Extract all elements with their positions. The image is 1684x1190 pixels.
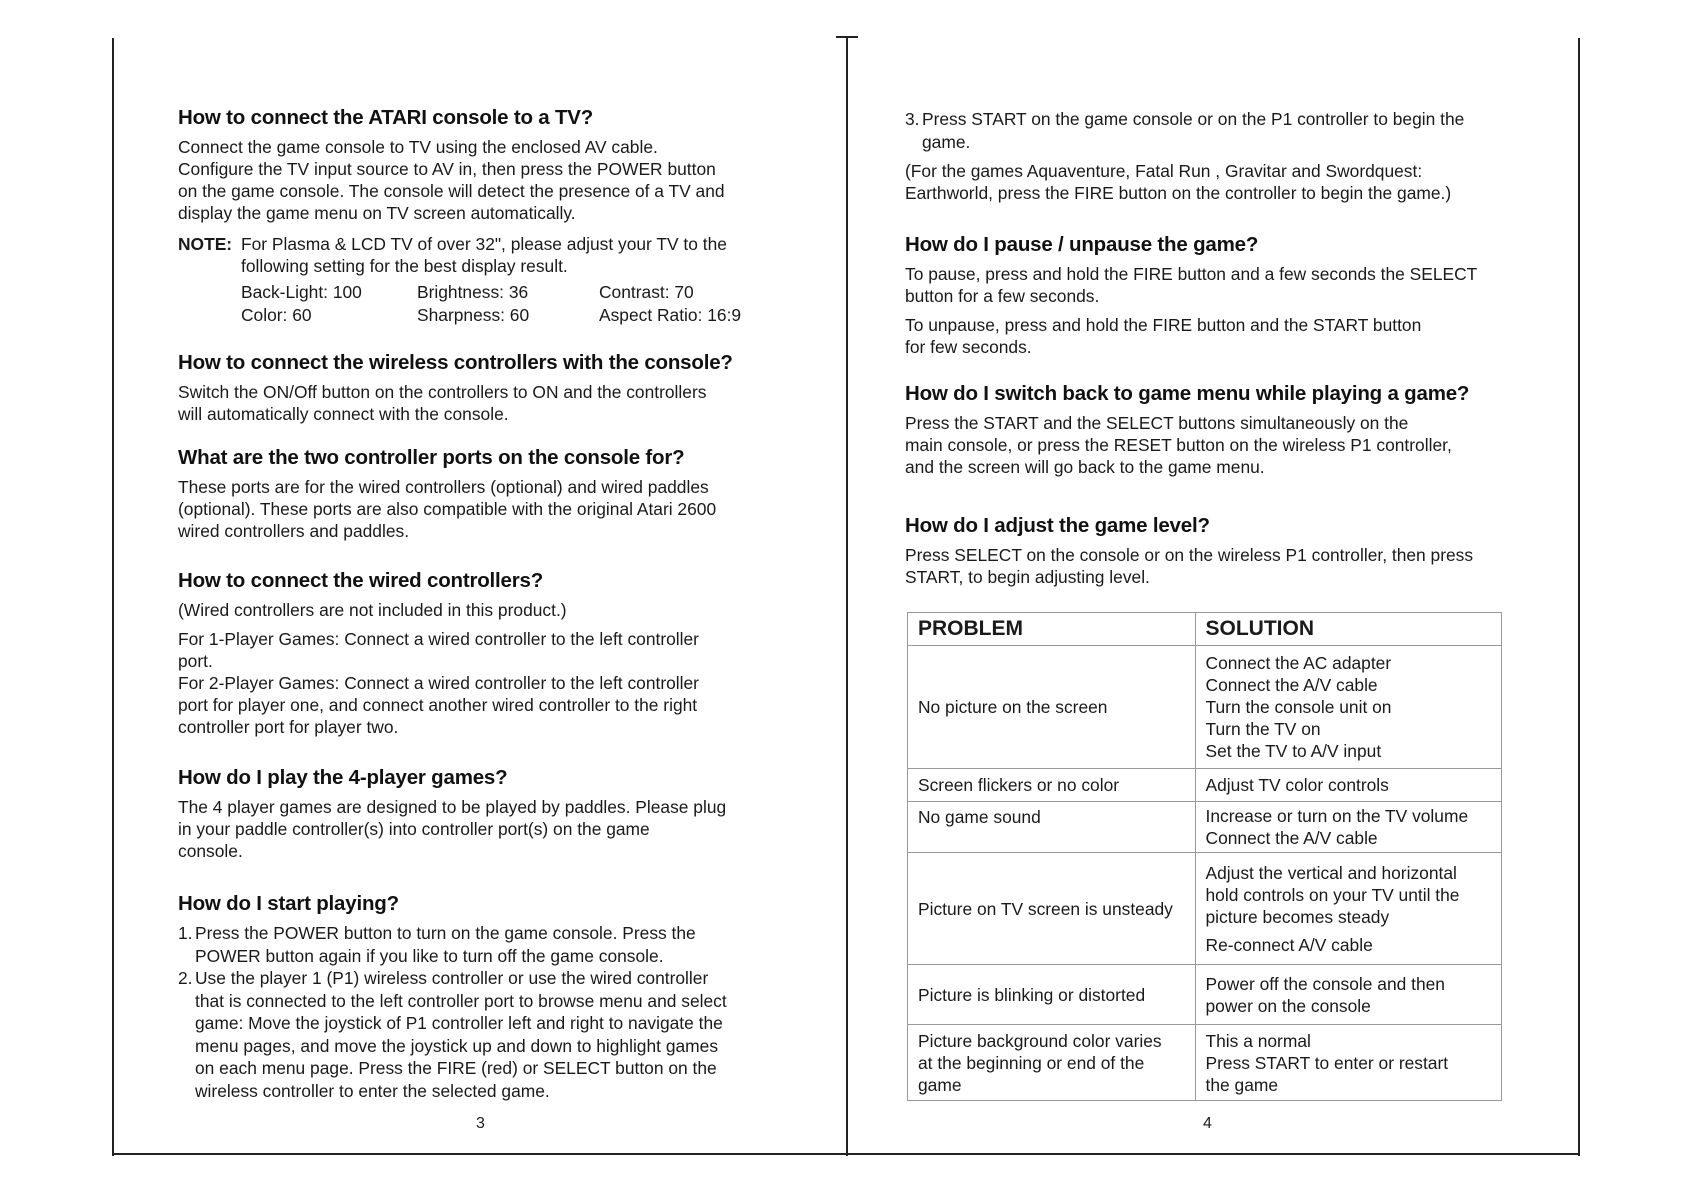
troubleshooting-table <box>907 612 1502 1101</box>
page-number: 4 <box>1203 1115 1212 1132</box>
table-row <box>908 965 1502 1025</box>
step-3 <box>905 108 1505 204</box>
body-line: wired controllers and paddles. <box>178 521 410 541</box>
body-line: (For the games Aquaventure, Fatal Run , Gravitar and Swordquest: <box>905 161 1423 181</box>
body-line: button for a few seconds. <box>905 286 1100 306</box>
setting-color: Color: 60 <box>241 305 312 325</box>
note-line: For Plasma & LCD TV of over 32", please adjust your TV to the <box>241 234 727 254</box>
section-heading: What are the two controller ports on the console for? <box>178 446 685 469</box>
problem-cell: No game sound <box>908 802 1196 853</box>
body-line: port for player one, and connect another wired controller to the right <box>178 695 698 715</box>
table-row <box>908 802 1502 853</box>
section-heading: How to connect the ATARI console to a TV? <box>178 106 594 129</box>
steps-list <box>905 108 1505 153</box>
body-line: Connect the game console to TV using the enclosed AV cable. <box>178 137 658 157</box>
body-line: will automatically connect with the console. <box>178 404 509 424</box>
page-number: 3 <box>476 1115 485 1132</box>
section-heading: How do I start playing? <box>178 892 399 915</box>
section-wireless-controllers <box>178 351 778 425</box>
body-line: To pause, press and hold the FIRE button and a few seconds the SELECT <box>905 264 1478 284</box>
body-line: in your paddle controller(s) into controller port(s) on the game <box>178 819 650 839</box>
column-header-problem: PROBLEM <box>908 613 1196 646</box>
solution-cell: Increase or turn on the TV volume Connect the A/V cable <box>1195 802 1501 853</box>
body-line: The 4 player games are designed to be played by paddles. Please plug <box>178 797 727 817</box>
setting-sharpness: Sharpness: 60 <box>417 305 530 325</box>
section-switch-back <box>905 382 1505 478</box>
body-line: main console, or press the RESET button on the wireless P1 controller, <box>905 435 1452 455</box>
section-heading: How do I adjust the game level? <box>905 514 1210 537</box>
section-wired-controllers <box>178 569 778 738</box>
body-line: (optional). These ports are also compatible with the original Atari 2600 <box>178 499 717 519</box>
setting-brightness: Brightness: 36 <box>417 282 529 302</box>
right-border-line <box>1578 38 1580 1156</box>
solution-cell: Adjust TV color controls <box>1195 769 1501 802</box>
body-line: display the game menu on TV screen automatically. <box>178 203 576 223</box>
body-line: (Wired controllers are not included in this product.) <box>178 600 567 620</box>
body-line: To unpause, press and hold the FIRE button and the START button <box>905 315 1422 335</box>
problem-cell: Picture background color varies at the beginning or end of the game <box>908 1025 1196 1101</box>
table-row <box>908 1025 1502 1101</box>
section-heading: How to connect the wireless controllers with the console? <box>178 351 733 374</box>
body-line: on the game console. The console will detect the presence of a TV and <box>178 181 725 201</box>
display-settings <box>241 281 778 327</box>
solution-cell: This a normal Press START to enter or restart the game <box>1195 1025 1501 1101</box>
left-border-line <box>112 38 114 1156</box>
list-item: 1. Press the POWER button to turn on the game console. Press the POWER button again if you like to turn off the game console. <box>178 923 696 966</box>
section-start-playing <box>178 892 778 1102</box>
table-header-row <box>908 613 1502 646</box>
body-line: Earthworld, press the FIRE button on the controller to begin the game.) <box>905 183 1452 203</box>
section-heading: How do I play the 4-player games? <box>178 766 508 789</box>
solution-cell: Power off the console and then power on the console <box>1195 965 1501 1025</box>
section-game-level <box>905 514 1505 588</box>
bottom-border-line <box>112 1153 1580 1155</box>
problem-cell: No picture on the screen <box>908 646 1196 769</box>
section-heading: How to connect the wired controllers? <box>178 569 544 592</box>
setting-backlight: Back-Light: 100 <box>241 282 362 302</box>
note-line: following setting for the best display result. <box>241 256 568 276</box>
section-controller-ports <box>178 446 778 542</box>
body-line: Switch the ON/Off button on the controllers to ON and the controllers <box>178 382 707 402</box>
setting-contrast: Contrast: 70 <box>599 282 694 302</box>
body-line: and the screen will go back to the game menu. <box>905 457 1265 477</box>
body-line: These ports are for the wired controllers (optional) and wired paddles <box>178 477 709 497</box>
list-item: 2. Use the player 1 (P1) wireless controller or use the wired controller that is connected to the left controller port to browse menu and select game: Move the joystick of P1 controller left and right to navigate the menu pages, and move the joystick up and down to highlight games on each menu page. Press the FIRE (red) or SELECT button on the wireless controller to enter the selected game. <box>178 968 727 1101</box>
section-pause <box>905 233 1505 358</box>
section-heading: How do I pause / unpause the game? <box>905 233 1259 256</box>
column-header-solution: SOLUTION <box>1195 613 1501 646</box>
body-line: For 2-Player Games: Connect a wired controller to the left controller <box>178 673 699 693</box>
solution-cell: Adjust the vertical and horizontal hold controls on your TV until the picture becomes steady Re-connect A/V cable <box>1195 853 1501 965</box>
body-line: Configure the TV input source to AV in, then press the POWER button <box>178 159 716 179</box>
body-line: controller port for player two. <box>178 717 399 737</box>
body-line: For 1-Player Games: Connect a wired controller to the left controller <box>178 629 699 649</box>
table-row <box>908 769 1502 802</box>
body-line: for few seconds. <box>905 337 1032 357</box>
body-line: console. <box>178 841 243 861</box>
problem-cell: Screen flickers or no color <box>908 769 1196 802</box>
note <box>178 233 778 277</box>
table-row <box>908 646 1502 769</box>
problem-cell: Picture on TV screen is unsteady <box>908 853 1196 965</box>
table-row <box>908 853 1502 965</box>
center-fold-tick <box>836 36 858 38</box>
center-fold-line <box>846 38 848 1156</box>
body-line: Press SELECT on the console or on the wireless P1 controller, then press <box>905 545 1474 565</box>
list-item: 3. Press START on the game console or on the P1 controller to begin the game. <box>905 109 1465 152</box>
section-4-player-games <box>178 766 778 862</box>
section-heading: How do I switch back to game menu while playing a game? <box>905 382 1470 405</box>
section-connect-tv <box>178 106 778 327</box>
setting-aspect-ratio: Aspect Ratio: 16:9 <box>599 305 742 325</box>
problem-cell: Picture is blinking or distorted <box>908 965 1196 1025</box>
body-line: Press the START and the SELECT buttons simultaneously on the <box>905 413 1409 433</box>
solution-cell: Connect the AC adapter Connect the A/V cable Turn the console unit on Turn the TV on Set the TV to A/V input <box>1195 646 1501 769</box>
body-line: port. <box>178 651 213 671</box>
steps-list <box>178 922 778 1102</box>
note-label: NOTE: <box>178 234 233 254</box>
body-line: START, to begin adjusting level. <box>905 567 1150 587</box>
